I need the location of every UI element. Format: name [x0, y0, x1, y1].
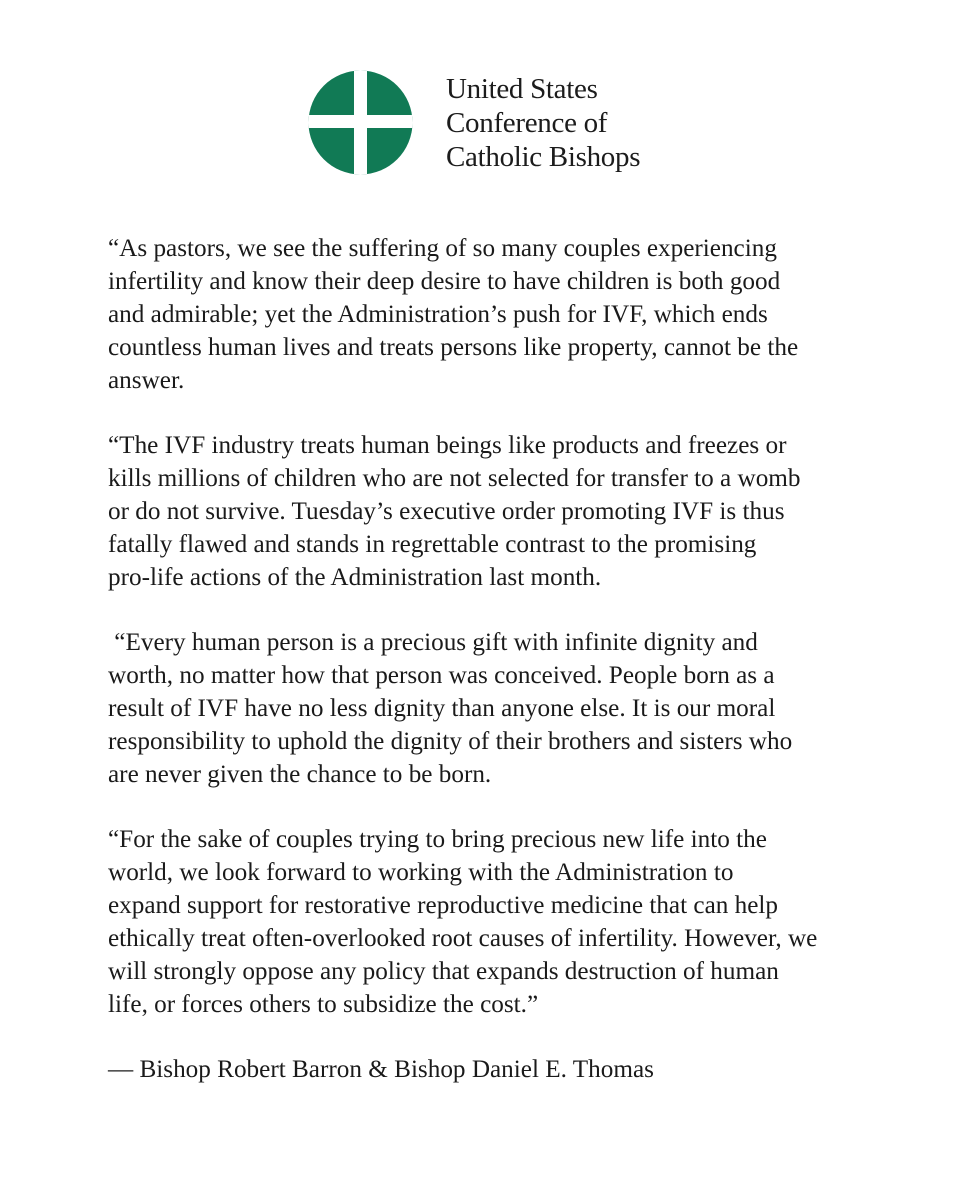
- paragraph-line: “The IVF industry treats human beings like products and freezes or: [108, 432, 787, 459]
- statement-body: [108, 232, 868, 1086]
- paragraph-line: are never given the chance to be born.: [108, 761, 492, 788]
- logo-line-2: Conference of: [446, 107, 608, 139]
- paragraph-line: result of IVF have no less dignity than anyone else. It is our moral: [108, 695, 776, 722]
- cross-in-circle-icon: [308, 70, 413, 175]
- logo-line-1: United States: [446, 73, 598, 105]
- paragraph-line: worth, no matter how that person was conceived. People born as a: [108, 662, 775, 689]
- paragraph-line: pro-life actions of the Administration last month.: [108, 564, 602, 591]
- paragraph-line: and admirable; yet the Administration’s push for IVF, which ends: [108, 301, 768, 328]
- paragraph-3: [108, 626, 868, 791]
- logo-line-3: Catholic Bishops: [446, 141, 641, 173]
- paragraph-line: fatally flawed and stands in regrettable contrast to the promising: [108, 531, 757, 558]
- paragraph-line: expand support for restorative reproductive medicine that can help: [108, 892, 779, 919]
- paragraph-line: answer.: [108, 367, 185, 394]
- paragraph-line: “For the sake of couples trying to bring precious new life into the: [108, 826, 767, 853]
- paragraph-line: will strongly oppose any policy that expands destruction of human: [108, 958, 779, 985]
- paragraph-line: infertility and know their deep desire to have children is both good: [108, 268, 781, 295]
- paragraph-line: kills millions of children who are not selected for transfer to a womb: [108, 465, 801, 492]
- paragraph-line: or do not survive. Tuesday’s executive order promoting IVF is thus: [108, 498, 785, 525]
- paragraph-line: world, we look forward to working with the Administration to: [108, 859, 734, 886]
- paragraph-line: life, or forces others to subsidize the cost.”: [108, 991, 539, 1018]
- paragraph-1: [108, 232, 868, 397]
- paragraph-4: [108, 823, 868, 1021]
- paragraph-line: countless human lives and treats persons like property, cannot be the: [108, 334, 799, 361]
- organization-name: [446, 72, 640, 174]
- paragraph-line: “Every human person is a precious gift with infinite dignity and: [108, 629, 758, 656]
- usccb-logo: [308, 70, 668, 176]
- paragraph-2: [108, 429, 868, 594]
- paragraph-line: responsibility to uphold the dignity of their brothers and sisters who: [108, 728, 793, 755]
- paragraph-line: ethically treat often-overlooked root causes of infertility. However, we: [108, 925, 818, 952]
- attribution: — Bishop Robert Barron & Bishop Daniel E. Thomas: [108, 1056, 654, 1083]
- paragraph-line: “As pastors, we see the suffering of so many couples experiencing: [108, 235, 777, 262]
